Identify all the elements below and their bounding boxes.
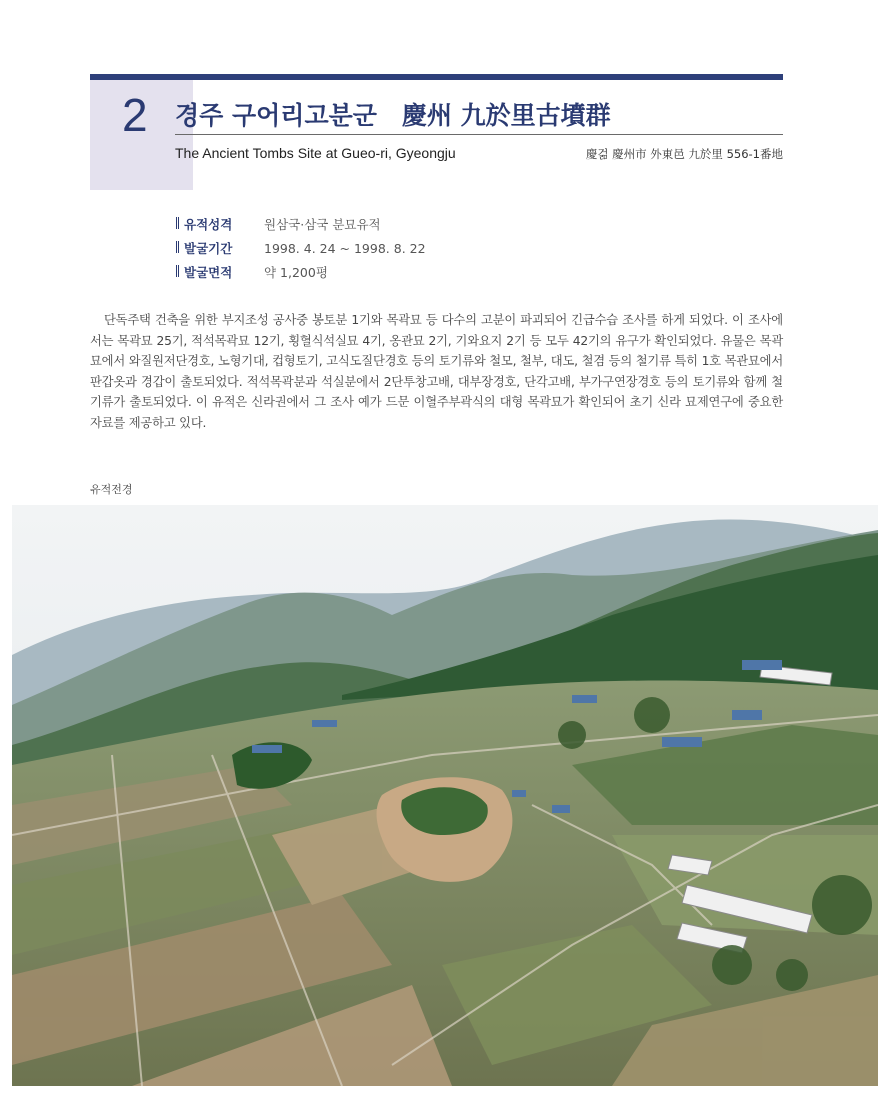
- info-label: 발굴면적: [176, 263, 264, 281]
- site-address: 慶걺 慶州市 外東邑 九於里 556-1番地: [585, 147, 783, 161]
- photo-caption: 유적전경: [90, 483, 133, 496]
- info-row-area: [176, 260, 426, 284]
- info-value: 약 1,200평: [264, 265, 328, 280]
- info-row-period: [176, 236, 426, 260]
- page-title-english: The Ancient Tombs Site at Gueo-ri, Gyeongju: [175, 145, 456, 161]
- info-row-nature: [176, 212, 426, 236]
- page-title: 경주 구어리고분군 慶州 九於里古墳群: [175, 101, 611, 130]
- title-divider: [175, 134, 783, 135]
- info-label: 유적성격: [176, 215, 264, 233]
- info-value: 원삼국·삼국 분묘유적: [264, 217, 381, 232]
- info-label: 발굴기간: [176, 239, 264, 257]
- aerial-site-photo: [12, 505, 878, 1086]
- site-info: [176, 212, 426, 284]
- description-paragraph: 단독주택 건축을 위한 부지조성 공사중 봉토분 1기와 목곽묘 등 다수의 고분이 파괴되어 긴급수습 조사를 하게 되었다. 이 조사에서는 목곽묘 25기, 적석목곽묘 12기, 횡혈식석실묘 4기, 옹관묘 2기, 기와요지 2기 등 모두 42기의 유구가 확인되었다. 유물은 목곽묘에서 와질원저단경호, 노형기대, 컵형토기, 고식도질단경호 등의 토기류와 철모, 철부, 대도, 철겸 등의 철기류 특히 1호 목관묘에서 판갑옷과 경갑이 출토되었다. 적석목곽분과 석실분에서 2단투창고배, 대부장경호, 단각고배, 부가구연장경호 등의 토기류와 함께 철기류가 출토되었다. 이 유적은 신라권에서 그 조사 예가 드문 이혈주부곽식의 대형 목곽묘가 확인되어 초기 신라 묘제연구에 중요한 자료를 제공하고 있다.: [90, 313, 783, 430]
- top-rule: [90, 74, 783, 80]
- section-number: 2: [122, 89, 148, 141]
- info-value: 1998. 4. 24 ~ 1998. 8. 22: [264, 240, 426, 256]
